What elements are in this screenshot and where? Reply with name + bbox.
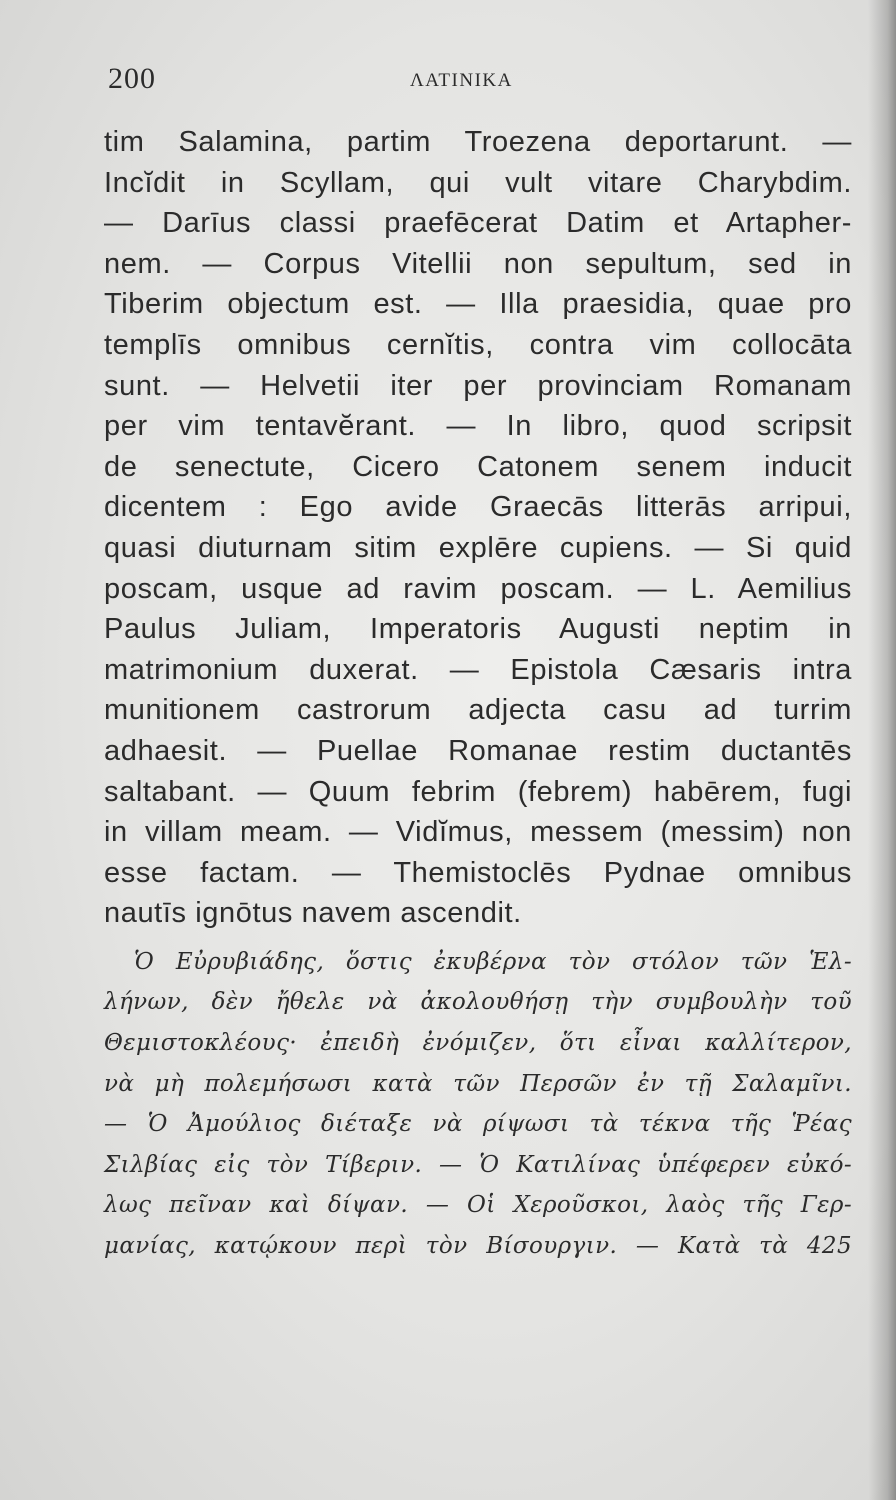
page-edge-shadow [868, 0, 896, 1500]
text-line: nautīs ignōtus navem ascendit. [104, 897, 522, 930]
text-line: Tiberim objectum est. — Illa praesidia, quae pro [104, 288, 852, 321]
text-line: in villam meam. — Vidĭmus, messem (messim) non [104, 816, 852, 849]
text-line: dicentem : Ego avide Graecās litterās arripui, [104, 491, 852, 524]
text-line: Ὁ Εὐρυβιάδης, ὅστις ἐκυβέρνα τὸν στόλον τῶν Ἑλ- [134, 948, 852, 975]
text-line: per vim tentavĕrant. — In libro, quod scripsit [104, 410, 852, 443]
text-line: sunt. — Helvetii iter per provinciam Romanam [104, 369, 852, 402]
text-line: μανίας, κατῴκουν περὶ τὸν Βίσουργιν. — Κατὰ τὰ 425 [104, 1233, 852, 1260]
text-line: Θεμιστοκλέους· ἐπειδὴ ἐνόμιζεν, ὅτι εἶναι καλλίτερον, [104, 1030, 852, 1057]
text-line: Paulus Juliam, Imperatoris Augusti neptim in [104, 613, 852, 646]
page-number: 200 [108, 62, 156, 95]
text-line: — Ὁ Ἀμούλιος διέταξε νὰ ρίψωσι τὰ τέκνα τῆς Ῥέας [104, 1111, 852, 1138]
text-line: esse factam. — Themistoclēs Pydnae omnibus [104, 856, 852, 889]
text-line: nem. — Corpus Vitellii non sepultum, sed in [104, 247, 852, 280]
text-line: saltabant. — Quum febrim (febrem) habērem, fugi [104, 775, 852, 808]
text-line: templīs omnibus cernĭtis, contra vim collocāta [104, 328, 852, 361]
latin-paragraph [104, 122, 852, 934]
text-line: tim Salamina, partim Troezena deportarunt. — [104, 126, 852, 158]
text-line: Incĭdit in Scyllam, qui vult vitare Charybdim. [104, 166, 852, 199]
text-line: quasi diuturnam sitim explēre cupiens. — Si quid [104, 531, 852, 564]
greek-paragraph [104, 942, 852, 1267]
text-line: munitionem castrorum adjecta casu ad turrim [104, 694, 852, 727]
running-head: ΛΑΤΙΝΙΚΑ [410, 70, 513, 91]
text-line: νὰ μὴ πολεμήσωσι κατὰ τῶν Περσῶν ἐν τῇ Σαλαμῖνι. [104, 1070, 852, 1097]
text-line: Σιλβίας εἰς τὸν Τίβεριν. — Ὁ Κατιλίνας ὑπέφερεν εὐκό- [104, 1151, 852, 1178]
text-line: adhaesit. — Puellae Romanae restim ductantēs [104, 734, 852, 767]
text-line: matrimonium duxerat. — Epistola Cæsaris intra [104, 653, 852, 686]
text-line: λήνων, δὲν ἤθελε νὰ ἀκολουθήσῃ τὴν συμβουλὴν τοῦ [104, 989, 852, 1016]
text-line: — Darīus classi praefēcerat Datim et Artapher- [104, 207, 852, 240]
text-line: λως πεῖναν καὶ δίψαν. — Οἱ Χεροῦσκοι, λαὸς τῆς Γερ- [104, 1192, 852, 1219]
body-text [104, 122, 852, 1267]
page-header [108, 62, 848, 102]
text-line: poscam, usque ad ravim poscam. — L. Aemilius [104, 572, 852, 605]
text-line: de senectute, Cicero Catonem senem inducit [104, 450, 852, 483]
